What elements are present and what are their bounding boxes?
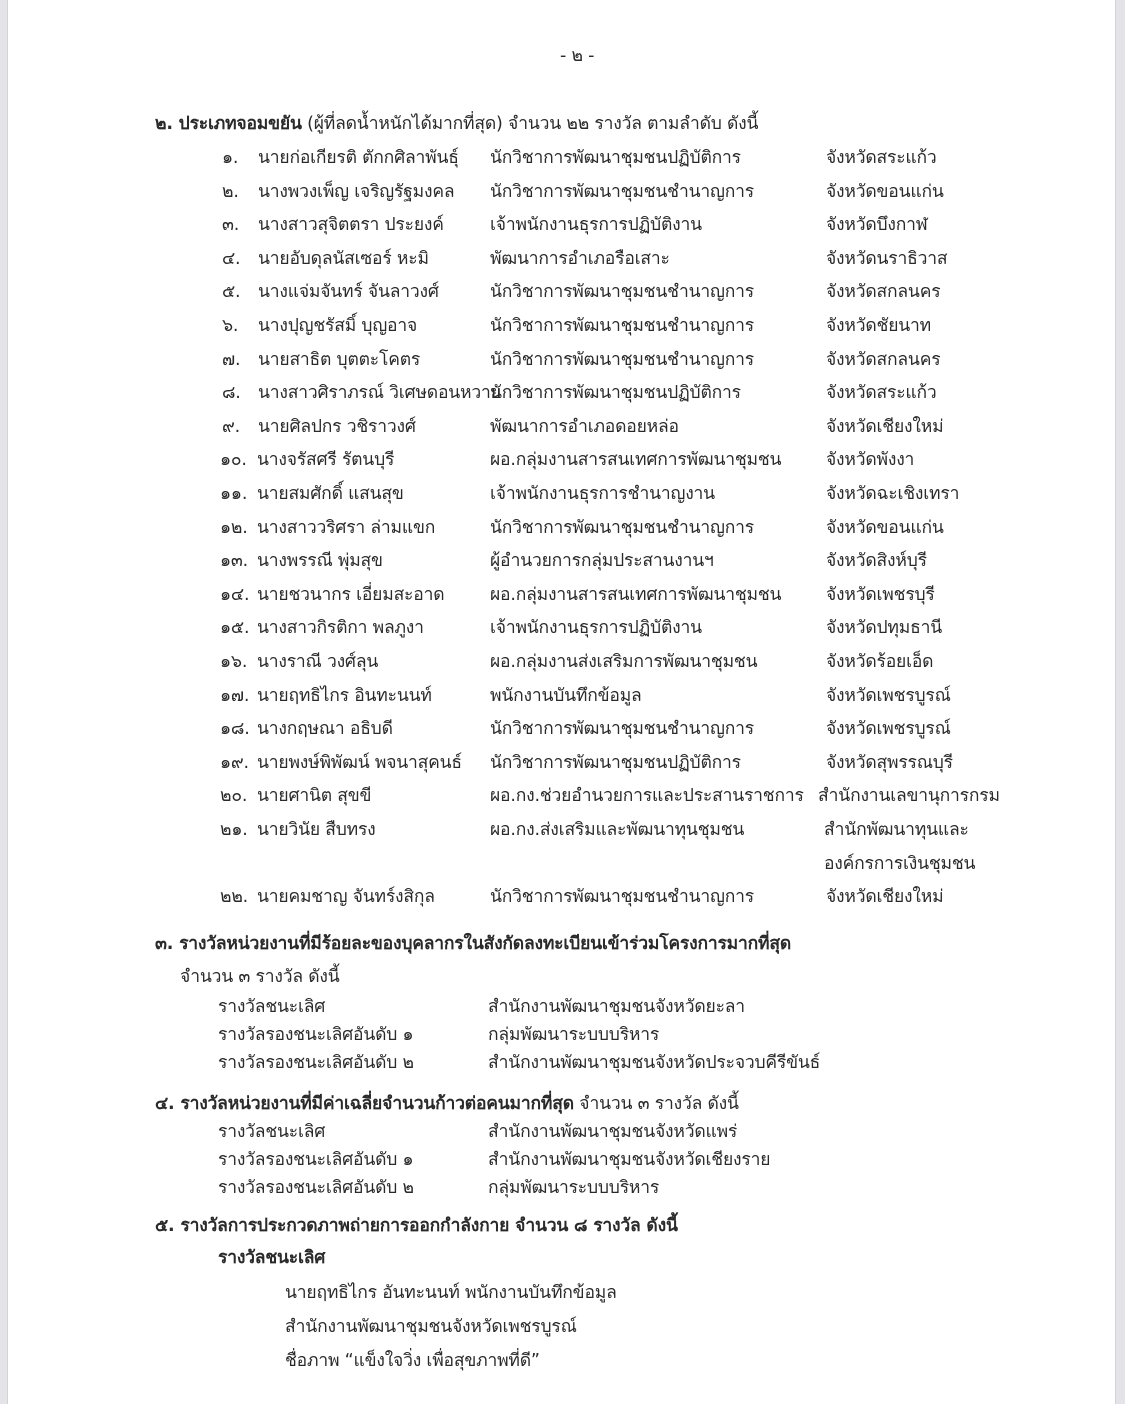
winner-position: พัฒนาการอำเภอรือเสาะ bbox=[490, 248, 670, 269]
section5-winner-line: ชื่อภาพ “แข็งใจวิ่ง เพื่อสุขภาพที่ดี” bbox=[285, 1351, 540, 1371]
winner-number: ๑๐. bbox=[220, 450, 247, 471]
winner-province: จังหวัดขอนแก่น bbox=[826, 517, 944, 538]
page-number: - ๒ - bbox=[560, 46, 595, 66]
winner-row bbox=[0, 381, 1125, 405]
winner-name: นางจรัสศรี รัตนบุรี bbox=[257, 450, 395, 471]
winner-province: จังหวัดบึงกาฬ bbox=[826, 215, 928, 236]
winner-number: ๔. bbox=[222, 248, 241, 269]
winner-province: จังหวัดเพชรบุรี bbox=[826, 584, 935, 605]
section3-award-unit: สำนักงานพัฒนาชุมชนจังหวัดยะลา bbox=[488, 997, 745, 1017]
winner-name: นายอับดุลนัสเซอร์ หะมิ bbox=[258, 248, 429, 269]
winner-province: จังหวัดนราธิวาส bbox=[826, 248, 948, 269]
winner-number: ๑๗. bbox=[220, 685, 250, 706]
winner-position: นักวิชาการพัฒนาชุมชนชำนาญการ bbox=[490, 349, 754, 370]
section3-award-label: รางวัลรองชนะเลิศอันดับ ๑ bbox=[218, 1025, 414, 1045]
winner-row bbox=[0, 549, 1125, 573]
section3-award-label: รางวัลชนะเลิศ bbox=[218, 997, 326, 1017]
winner-position: ผอ.กลุ่มงานสารสนเทศการพัฒนาชุมชน bbox=[490, 584, 782, 605]
winner-name: นายศิลปกร วชิราวงศ์ bbox=[258, 416, 416, 437]
winner-number: ๒๒. bbox=[220, 887, 249, 908]
winner-position: ผอ.กง.ช่วยอำนวยการและประสานราชการ bbox=[490, 786, 804, 807]
section5-winner-line: สำนักงานพัฒนาชุมชนจังหวัดเพชรบูรณ์ bbox=[285, 1317, 577, 1337]
winner-number: ๑๒. bbox=[220, 517, 248, 538]
winner-position: ผอ.กง.ส่งเสริมและพัฒนาทุนชุมชน bbox=[490, 820, 745, 840]
winner-number: ๑๘. bbox=[220, 719, 250, 740]
section4-award-unit: สำนักงานพัฒนาชุมชนจังหวัดแพร่ bbox=[488, 1122, 738, 1142]
section4-heading-rest: จำนวน ๓ รางวัล ดังนี้ bbox=[579, 1094, 739, 1114]
section5-winner-line: นายฤทธิไกร อันทะนนท์ พนักงานบันทึกข้อมูล bbox=[285, 1283, 617, 1303]
winner-number: ๑๕. bbox=[220, 618, 250, 639]
winner-province-line2: องค์กรการเงินชุมชน bbox=[824, 854, 976, 874]
winner-position: ผอ.กลุ่มงานสารสนเทศการพัฒนาชุมชน bbox=[490, 450, 782, 471]
winner-province: จังหวัดสกลนคร bbox=[826, 282, 941, 303]
winner-row bbox=[0, 146, 1125, 170]
winner-number: ๑๖. bbox=[220, 652, 248, 672]
winner-row bbox=[0, 280, 1125, 304]
winner-number: ๒. bbox=[222, 181, 239, 202]
section3-award-unit: กลุ่มพัฒนาระบบบริหาร bbox=[488, 1025, 660, 1045]
winner-province: จังหวัดเชียงใหม่ bbox=[826, 416, 944, 437]
winner-position: พนักงานบันทึกข้อมูล bbox=[490, 685, 642, 706]
winner-row bbox=[0, 516, 1125, 540]
winner-province: จังหวัดชัยนาท bbox=[826, 316, 931, 336]
winner-row bbox=[0, 482, 1125, 506]
winner-row bbox=[0, 717, 1125, 741]
winner-province: จังหวัดขอนแก่น bbox=[826, 181, 944, 202]
winner-number: ๘. bbox=[222, 383, 241, 404]
winner-province: สำนักพัฒนาทุนและ bbox=[824, 820, 969, 840]
winner-name: นางสาวสุจิตตรา ประยงค์ bbox=[258, 215, 444, 236]
winner-number: ๖. bbox=[222, 316, 239, 336]
section4-award-unit: กลุ่มพัฒนาระบบบริหาร bbox=[488, 1178, 660, 1198]
winner-number: ๙. bbox=[222, 416, 240, 437]
winner-row bbox=[0, 448, 1125, 472]
section3-award-unit: สำนักงานพัฒนาชุมชนจังหวัดประจวบคีรีขันธ์ bbox=[488, 1053, 821, 1073]
winner-name: นางปุญชรัสมิ์ บุญอาจ bbox=[258, 316, 418, 336]
winner-position: เจ้าพนักงานธุรการปฏิบัติงาน bbox=[490, 215, 702, 236]
winner-name: นายก่อเกียรติ ตักกศิลาพันธุ์ bbox=[258, 148, 459, 168]
winner-number: ๑๙. bbox=[220, 752, 249, 773]
winner-name: นายพงษ์พิพัฒน์ พจนาสุคนธ์ bbox=[257, 752, 462, 773]
winner-name: นางพวงเพ็ญ เจริญรัฐมงคล bbox=[258, 181, 455, 202]
winner-province: จังหวัดสระแก้ว bbox=[826, 148, 937, 168]
winner-name: นางสาวกิรติกา พลภูงา bbox=[257, 618, 424, 639]
winner-row bbox=[0, 885, 1125, 909]
winner-number: ๓. bbox=[222, 215, 240, 236]
winner-row bbox=[0, 650, 1125, 674]
winner-name: นายสมศักดิ์ แสนสุข bbox=[257, 484, 404, 504]
winner-province: จังหวัดสระแก้ว bbox=[826, 383, 937, 404]
winner-number: ๑๓. bbox=[220, 551, 249, 572]
section4-heading-bold: ๔. รางวัลหน่วยงานที่มีค่าเฉลี่ยจำนวนก้าวต่อคนมากที่สุด bbox=[155, 1094, 574, 1114]
winner-province: จังหวัดร้อยเอ็ด bbox=[826, 652, 934, 672]
winner-row bbox=[0, 213, 1125, 237]
section4-award-label: รางวัลรองชนะเลิศอันดับ ๒ bbox=[218, 1178, 414, 1198]
section4-award-label: รางวัลรองชนะเลิศอันดับ ๑ bbox=[218, 1150, 414, 1170]
winner-position: นักวิชาการพัฒนาชุมชนชำนาญการ bbox=[490, 719, 754, 740]
winner-number: ๑๔. bbox=[220, 584, 250, 605]
section2-heading bbox=[155, 112, 758, 136]
section4-award-label: รางวัลชนะเลิศ bbox=[218, 1122, 326, 1142]
winner-position: นักวิชาการพัฒนาชุมชนชำนาญการ bbox=[490, 887, 754, 908]
section2-heading-bold: ๒. ประเภทจอมขยัน bbox=[155, 114, 302, 134]
winner-province: จังหวัดเพชรบูรณ์ bbox=[826, 685, 951, 706]
winner-position: นักวิชาการพัฒนาชุมชนปฏิบัติการ bbox=[490, 148, 741, 168]
winner-name: นายสาธิต บุตตะโคตร bbox=[258, 349, 421, 370]
winner-name: นายวินัย สืบทรง bbox=[257, 820, 376, 840]
winner-position: พัฒนาการอำเภอดอยหล่อ bbox=[490, 416, 679, 437]
winner-name: นายคมชาญ จันทร์งสิกุล bbox=[257, 887, 435, 908]
winner-province: จังหวัดสุพรรณบุรี bbox=[826, 752, 953, 773]
winner-number: ๒๐. bbox=[220, 786, 248, 807]
section5-heading: ๕. รางวัลการประกวดภาพถ่ายการออกกำลังกาย จำนวน ๘ รางวัล ดังนี้ bbox=[155, 1216, 678, 1236]
winner-row bbox=[0, 415, 1125, 439]
winner-position: นักวิชาการพัฒนาชุมชนปฏิบัติการ bbox=[490, 383, 741, 404]
section3-subheading: จำนวน ๓ รางวัล ดังนี้ bbox=[180, 967, 340, 987]
winner-row bbox=[0, 784, 1125, 808]
winner-province: จังหวัดสกลนคร bbox=[826, 349, 941, 370]
winner-number: ๑๑. bbox=[220, 484, 248, 504]
winner-name: นางสาววริศรา ล่ามแขก bbox=[257, 517, 436, 538]
winner-name: นางสาวศิราภรณ์ วิเศษดอนหวาย bbox=[258, 383, 501, 404]
winner-position: เจ้าพนักงานธุรการปฏิบัติงาน bbox=[490, 618, 702, 639]
section3-award-label: รางวัลรองชนะเลิศอันดับ ๒ bbox=[218, 1053, 414, 1073]
winner-row bbox=[0, 616, 1125, 640]
winner-province: จังหวัดฉะเชิงเทรา bbox=[826, 484, 960, 504]
winner-row bbox=[0, 180, 1125, 204]
winner-position: นักวิชาการพัฒนาชุมชนชำนาญการ bbox=[490, 316, 754, 336]
winner-name: นางราณี วงศ์ลุน bbox=[257, 652, 379, 672]
winner-row bbox=[0, 684, 1125, 708]
winner-position: ผอ.กลุ่มงานส่งเสริมการพัฒนาชุมชน bbox=[490, 652, 758, 672]
winner-name: นางแจ่มจันทร์ จันลาวงศ์ bbox=[258, 282, 439, 303]
winner-province: จังหวัดสิงห์บุรี bbox=[826, 551, 927, 572]
winner-position: นักวิชาการพัฒนาชุมชนชำนาญการ bbox=[490, 282, 754, 303]
winner-number: ๗. bbox=[222, 349, 241, 370]
winner-province: จังหวัดเชียงใหม่ bbox=[826, 887, 944, 908]
winner-number: ๒๑. bbox=[220, 820, 248, 840]
winner-row bbox=[0, 314, 1125, 338]
section4-heading bbox=[155, 1092, 739, 1116]
winner-row bbox=[0, 583, 1125, 607]
winner-row bbox=[0, 751, 1125, 775]
winner-province: จังหวัดพังงา bbox=[826, 450, 915, 471]
winner-position: เจ้าพนักงานธุรการชำนาญงาน bbox=[490, 484, 715, 504]
winner-number: ๕. bbox=[222, 282, 241, 303]
winner-number: ๑. bbox=[222, 148, 239, 168]
winner-province: จังหวัดเพชรบูรณ์ bbox=[826, 719, 951, 740]
winner-row bbox=[0, 818, 1125, 874]
winner-row bbox=[0, 247, 1125, 271]
winner-position: นักวิชาการพัฒนาชุมชนปฏิบัติการ bbox=[490, 752, 741, 773]
winner-position: นักวิชาการพัฒนาชุมชนชำนาญการ bbox=[490, 181, 754, 202]
winner-name: นายฤทธิไกร อินทะนนท์ bbox=[257, 685, 432, 706]
section2-heading-rest: (ผู้ที่ลดน้ำหนักได้มากที่สุด) จำนวน ๒๒ รางวัล ตามลำดับ ดังนี้ bbox=[307, 114, 759, 134]
winner-name: นางกฤษณา อธิบดี bbox=[257, 719, 393, 740]
winner-position: ผู้อำนวยการกลุ่มประสานงานฯ bbox=[490, 551, 714, 572]
winner-province: จังหวัดปทุมธานี bbox=[826, 618, 942, 639]
winner-position: นักวิชาการพัฒนาชุมชนชำนาญการ bbox=[490, 517, 754, 538]
winner-name: นายศานิต สุขขี bbox=[257, 786, 372, 807]
winner-row bbox=[0, 348, 1125, 372]
winner-province: สำนักงานเลขานุการกรม bbox=[818, 786, 1000, 807]
section3-heading: ๓. รางวัลหน่วยงานที่มีร้อยละของบุคลากรในสังกัดลงทะเบียนเข้าร่วมโครงการมากที่สุด bbox=[155, 934, 792, 954]
winner-name: นายชวนากร เอี่ยมสะอาด bbox=[257, 584, 445, 605]
section5-award-title: รางวัลชนะเลิศ bbox=[218, 1248, 326, 1268]
section4-award-unit: สำนักงานพัฒนาชุมชนจังหวัดเชียงราย bbox=[488, 1150, 771, 1170]
winner-name: นางพรรณี พุ่มสุข bbox=[257, 551, 383, 572]
